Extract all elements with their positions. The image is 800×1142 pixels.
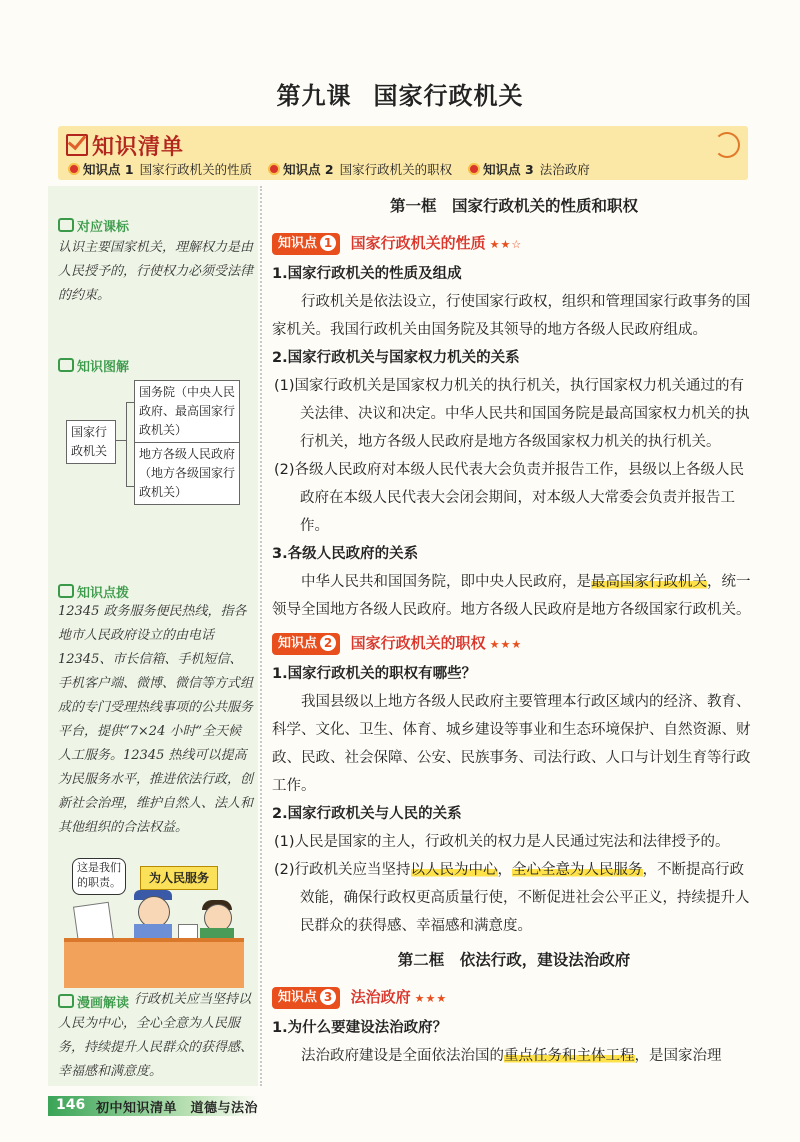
bullet-icon — [468, 163, 480, 175]
banner-heading-text: 知识清单 — [92, 135, 185, 160]
point-text: 国家行政机关的职权 — [339, 162, 453, 177]
knowledge-list-banner — [58, 126, 748, 180]
comic-text: 行政机关应当坚持以人民为中心，全心全意为人民服务，持续提升人民群众的获得感、幸福感和满意度。 — [58, 992, 254, 1079]
lightbulb-icon — [58, 584, 74, 598]
book-title: 初中知识清单 道德与法治 — [96, 1101, 259, 1116]
main-content — [272, 190, 756, 1070]
kp-tag-number: 1 — [320, 235, 336, 251]
paragraph — [272, 1042, 756, 1070]
kp-tag-label: 知识点 — [278, 990, 318, 1005]
star-rating-icon: ★★ — [489, 238, 512, 251]
diagram-root: 国家行政机关 — [66, 420, 116, 464]
frame2-title: 第二框 依法行政，建设法治政府 — [397, 951, 631, 969]
list-item: (2)各级人民政府对本级人民代表大会负责并报告工作，县级以上各级人民政府在本级人民代表大会闭会期间，对本级人大常委会负责并报告工作。 — [274, 462, 745, 534]
checkmark-icon — [66, 134, 88, 156]
kp-tag — [272, 987, 340, 1009]
text-run: 中华人民共和国国务院，即中央人民政府，是 — [301, 574, 591, 590]
kp-tag-number: 3 — [320, 989, 336, 1005]
tips-heading — [58, 582, 129, 601]
diagram-branch-local-government: 地方各级人民政府（地方各级国家行政机关） — [134, 442, 240, 505]
highlighted-text: 重点任务和主体工程 — [504, 1048, 635, 1064]
kp-title: 法治政府 — [350, 988, 411, 1006]
kp-tag — [272, 633, 340, 655]
empty-star-icon: ☆ — [511, 238, 522, 251]
banner-heading — [66, 130, 184, 161]
knowledge-point-2 — [272, 628, 756, 658]
text-run: 法治政府建设是全面依法治国的 — [301, 1048, 504, 1064]
standard-heading-text: 对应课标 — [77, 220, 130, 235]
paragraph — [272, 568, 756, 624]
text-run: ，不断提高行政效能，确保行政权更高质量行使，不断促进社会公平正义，持续提升人民群众的获得感、幸福感和满意度。 — [300, 862, 750, 934]
banner-points — [68, 160, 602, 178]
text-run: (2)行政机关应当坚持 — [274, 862, 411, 878]
highlighted-text: 全心全意为人民服务 — [512, 862, 643, 878]
list-item: (1)国家行政机关是国家权力机关的执行机关，执行国家权力机关通过的有关法律、决议和决定。中华人民共和国国务院是最高国家权力机关的执行机关，地方各级人民政府是地方各级国家权力机关的执行机关。 — [274, 378, 750, 450]
highlighted-text: 最高国家行政机关 — [591, 574, 707, 590]
service-sign: 为人民服务 — [140, 866, 218, 890]
lesson-title — [0, 76, 800, 111]
knowledge-point-1 — [272, 228, 756, 258]
speech-bubble: 这是我们的职责。 — [72, 858, 126, 895]
star-rating-icon: ★★★ — [489, 638, 523, 651]
service-desk-icon — [64, 938, 244, 988]
point-text: 法治政府 — [539, 162, 590, 177]
paragraph: 行政机关是依法设立，行使国家行政权，组织和管理国家行政事务的国家机关。我国行政机关由国务院及其领导的地方各级人民政府组成。 — [272, 294, 751, 338]
highlighted-text: 以人民为中心 — [410, 862, 498, 878]
knowledge-diagram — [66, 378, 246, 506]
kp-tag-label: 知识点 — [278, 236, 318, 251]
link-icon — [58, 218, 74, 232]
diagram-connector — [116, 440, 126, 441]
standard-heading — [58, 216, 129, 235]
point-num: 知识点 2 — [283, 162, 334, 177]
diagram-connector — [126, 402, 134, 403]
page-number: 146 — [56, 1097, 86, 1113]
comic-illustration — [60, 852, 250, 987]
lesson-number: 第九课 — [276, 82, 352, 110]
bullet-icon — [68, 163, 80, 175]
subheading: 2.国家行政机关与国家权力机关的关系 — [272, 350, 520, 366]
subheading: 1.为什么要建设法治政府？ — [272, 1020, 448, 1036]
diagram-heading — [58, 356, 129, 375]
star-rating-icon: ★★★ — [414, 992, 448, 1005]
subheading: 3.各级人民政府的关系 — [272, 546, 419, 562]
diagram-branch-state-council: 国务院（中央人民政府、最高国家行政机关） — [134, 380, 240, 443]
frame1-title: 第一框 国家行政机关的性质和职权 — [389, 197, 638, 215]
text-run: ，是国家治理 — [634, 1048, 722, 1064]
swirl-decoration-icon — [714, 132, 740, 158]
kp-tag-number: 2 — [320, 635, 336, 651]
knowledge-point-3 — [272, 982, 756, 1012]
text-run: ， — [497, 862, 513, 878]
subheading: 1.国家行政机关的性质及组成 — [272, 266, 462, 282]
lesson-name: 国家行政机关 — [373, 82, 524, 110]
list-item — [272, 856, 756, 940]
kp-title: 国家行政机关的性质 — [350, 234, 486, 252]
banner-point-1[interactable] — [68, 162, 252, 177]
list-item: (1)人民是国家的主人，行政机关的权力是人民通过宪法和法律授予的。 — [274, 834, 730, 850]
tips-text: 12345 政务服务便民热线，指各地市人民政府设立的由电话 12345、市长信箱、手机短信、手机客户端、微博、微信等方式组成的专门受理热线事项的公共服务平台，提供“7×24 小时”全天候人工服务。12345 热线可以提高为民服务水平，推进依法行政，创新社会治理，维护自然人、法人和其他组织的合法权益。 — [58, 604, 254, 835]
text-run: ，统一领导全国地方各级人民政府。地方各级人民政府是地方各级国家行政机关。 — [272, 574, 751, 618]
standard-text: 认识主要国家机关，理解权力是由人民授予的，行使权力必须受法律的约束。 — [58, 240, 254, 303]
paragraph: 我国县级以上地方各级人民政府主要管理本行政区域内的经济、教育、科学、文化、卫生、体育、城乡建设等事业和生态环境保护、自然资源、财政、民政、社会保障、公安、民族事务、司法行政、人口与计划生育等行政工作。 — [272, 694, 751, 794]
bullet-icon — [268, 163, 280, 175]
diagram-connector — [126, 486, 134, 487]
comic-heading-text: 漫画解读 — [77, 996, 130, 1011]
banner-point-3[interactable] — [468, 162, 590, 177]
kp-tag-label: 知识点 — [278, 636, 318, 651]
subheading: 1.国家行政机关的职权有哪些？ — [272, 666, 477, 682]
kp-title: 国家行政机关的职权 — [350, 634, 486, 652]
column-divider — [260, 186, 262, 1086]
subheading: 2.国家行政机关与人民的关系 — [272, 806, 462, 822]
page-footer — [0, 1094, 800, 1118]
point-num: 知识点 1 — [83, 162, 134, 177]
point-num: 知识点 3 — [483, 162, 534, 177]
banner-point-2[interactable] — [268, 162, 452, 177]
tips-heading-text: 知识点拨 — [77, 586, 130, 601]
diagram-heading-text: 知识图解 — [77, 360, 130, 375]
diagram-connector — [126, 402, 127, 486]
kp-tag — [272, 233, 340, 255]
point-text: 国家行政机关的性质 — [139, 162, 253, 177]
diagram-icon — [58, 358, 74, 372]
